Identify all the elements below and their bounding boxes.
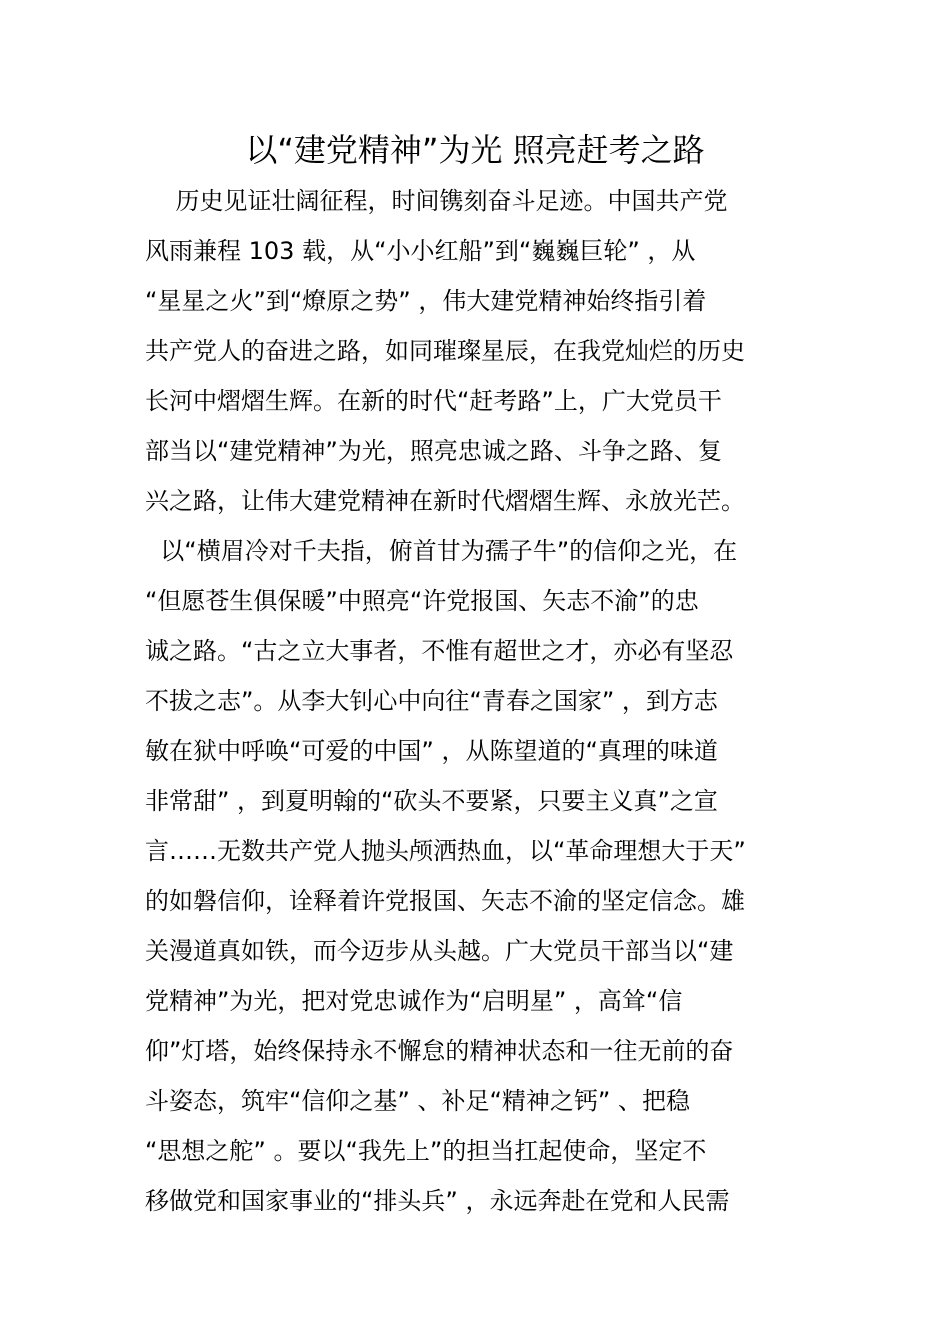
- text-line: 非常甜” ，到夏明翰的“砍头不要紧，只要主义真”之宣: [145, 787, 718, 815]
- text-line: 移做党和国家事业的“排头兵” ，永远奔赴在党和人民需: [145, 1187, 730, 1215]
- text-line: 的如磐信仰，诠释着许党报国、矢志不渝的坚定信念。雄: [145, 887, 745, 915]
- text-line: 关漫道真如铁，而今迈步从头越。广大党员干部当以“建: [145, 937, 734, 965]
- text-line: 历史见证壮阔征程，时间镌刻奋斗足迹。中国共产党: [145, 187, 728, 215]
- text-line: 共产党人的奋进之路，如同璀璨星辰，在我党灿烂的历史: [145, 337, 745, 365]
- text-line: 诚之路。“古之立大事者，不惟有超世之才，亦必有坚忍: [145, 637, 734, 665]
- text-line: “星星之火”到“燎原之势” ，伟大建党精神始终指引着: [145, 287, 707, 315]
- text-line: 长河中熠熠生辉。在新的时代“赶考路”上，广大党员干: [145, 387, 722, 415]
- text-line: 风雨兼程 103 载，从“小小红船”到“巍巍巨轮” ，从: [145, 237, 696, 265]
- text-line: 敏在狱中呼唤“可爱的中国” ，从陈望道的“真理的味道: [145, 737, 718, 765]
- text-line: 不拔之志”。从李大钊心中向往“青春之国家” ，到方志: [145, 687, 718, 715]
- text-line: 斗姿态，筑牢“信仰之基” 、补足“精神之钙” 、把稳: [145, 1087, 690, 1115]
- text-line: “思想之舵” 。要以“我先上”的担当扛起使命，坚定不: [145, 1137, 707, 1165]
- text-line: 仰”灯塔，始终保持永不懈怠的精神状态和一往无前的奋: [145, 1037, 734, 1065]
- text-line: “但愿苍生俱保暖”中照亮“许党报国、矢志不渝”的忠: [145, 587, 699, 615]
- text-line: 兴之路，让伟大建党精神在新时代熠熠生辉、永放光芒。: [145, 487, 745, 515]
- text-line: 以“横眉冷对千夫指，俯首甘为孺子牛”的信仰之光，在: [145, 537, 738, 565]
- page-title: 以“建党精神”为光 照亮赶考之路: [245, 131, 705, 169]
- text-line: 言……无数共产党人抛头颅洒热血，以“革命理想大于天”: [145, 837, 746, 865]
- text-line: 部当以“建党精神”为光，照亮忠诚之路、斗争之路、复: [145, 437, 722, 465]
- text-line: 党精神”为光，把对党忠诚作为“启明星” ，高耸“信: [145, 987, 683, 1015]
